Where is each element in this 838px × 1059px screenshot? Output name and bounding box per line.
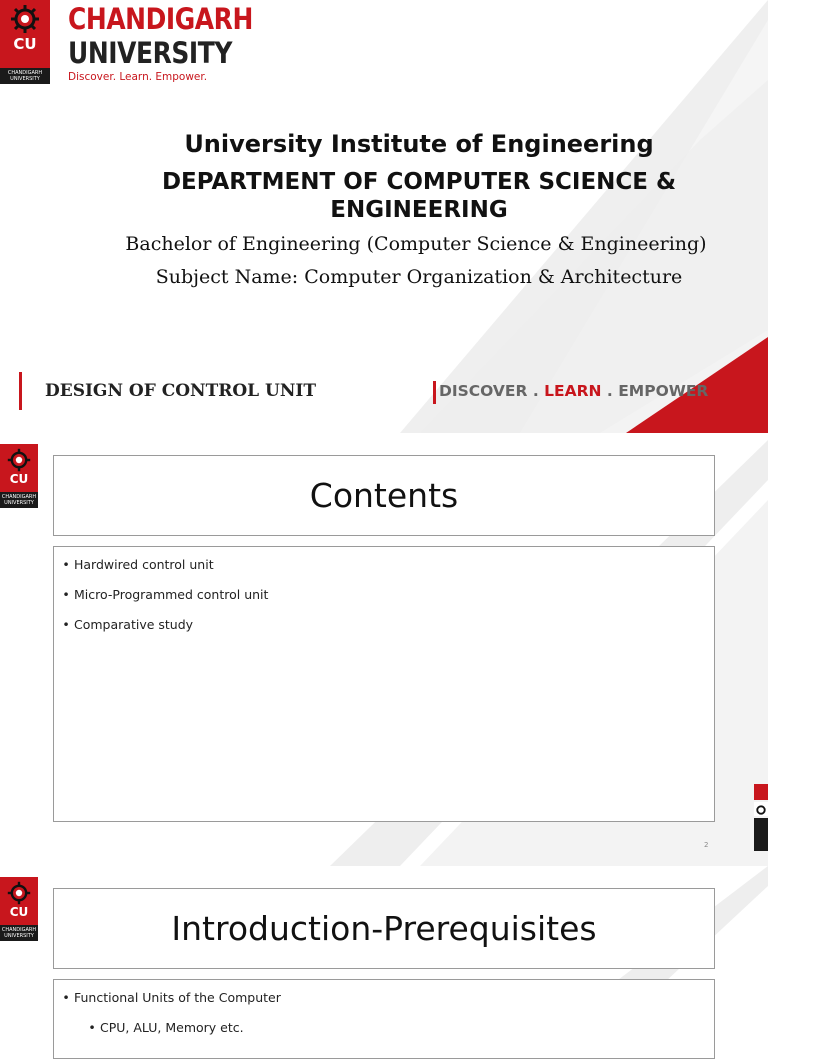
list-item-text: Comparative study [74, 617, 194, 632]
cu-logo [0, 0, 50, 84]
title-slide [0, 0, 768, 433]
motto-discover: DISCOVER . [439, 382, 545, 400]
bullet: • [62, 990, 70, 1005]
side-tab-red [754, 784, 768, 800]
logo-letters: CU [9, 472, 29, 486]
contents-list [58, 557, 714, 632]
slide-separator [0, 433, 768, 440]
page-number: 2 [704, 841, 709, 849]
cu-logo [0, 877, 38, 941]
list-item-text: CPU, ALU, Memory etc. [100, 1020, 244, 1035]
institute-title: University Institute of Engineering [184, 130, 654, 158]
bullet: • [62, 587, 70, 602]
degree-line: Bachelor of Engineering (Computer Science & Engineering) [125, 233, 707, 255]
contents-list-box [53, 546, 715, 822]
list-item [58, 1020, 714, 1035]
side-tab-dark [754, 818, 768, 851]
brand-line-2: UNIVERSITY [68, 36, 232, 70]
list-item [58, 990, 714, 1005]
intro-title-box [53, 888, 715, 969]
logo-band-text: CHANDIGARH UNIVERSITY [1, 927, 37, 939]
bullet: • [62, 617, 70, 632]
logo-letters: CU [13, 35, 37, 53]
logo-band-text: CHANDIGARH UNIVERSITY [0, 68, 50, 84]
list-item-text: Functional Units of the Computer [74, 990, 281, 1005]
side-tab-gear-icon [754, 802, 768, 816]
logo-band-text: CHANDIGARH UNIVERSITY [1, 494, 37, 506]
intro-list [58, 990, 714, 1035]
gear-emblem-icon [7, 881, 31, 905]
contents-title-box [53, 455, 715, 536]
brand-line-1: CHANDIGARH [68, 2, 253, 36]
motto-accent-bar [433, 381, 436, 404]
introduction-slide [0, 866, 768, 1035]
cu-logo [0, 444, 38, 508]
motto-learn: LEARN [544, 382, 602, 400]
bullet: • [62, 557, 70, 572]
motto-empower: . EMPOWER [601, 382, 709, 400]
logo-letters: CU [9, 905, 29, 919]
list-item [58, 587, 714, 602]
topic-accent-bar [19, 372, 22, 410]
list-item-text: Hardwired control unit [74, 557, 214, 572]
university-brand [68, 2, 283, 83]
slide-title: Introduction-Prerequisites [171, 909, 597, 948]
list-item [58, 617, 714, 632]
list-item [58, 557, 714, 572]
bullet: • [88, 1020, 96, 1035]
gear-emblem-icon [7, 448, 31, 472]
brand-tagline: Discover. Learn. Empower. [68, 71, 208, 83]
subject-line: Subject Name: Computer Organization & Architecture [155, 266, 683, 288]
motto [439, 382, 708, 400]
topic-title: DESIGN OF CONTROL UNIT [45, 381, 317, 401]
contents-slide [0, 440, 768, 866]
intro-list-box [53, 979, 715, 1059]
gear-emblem-icon [10, 4, 40, 34]
slide-title: Contents [309, 476, 459, 515]
department-title: DEPARTMENT OF COMPUTER SCIENCE & ENGINEERING [161, 169, 677, 223]
list-item-text: Micro-Programmed control unit [74, 587, 269, 602]
